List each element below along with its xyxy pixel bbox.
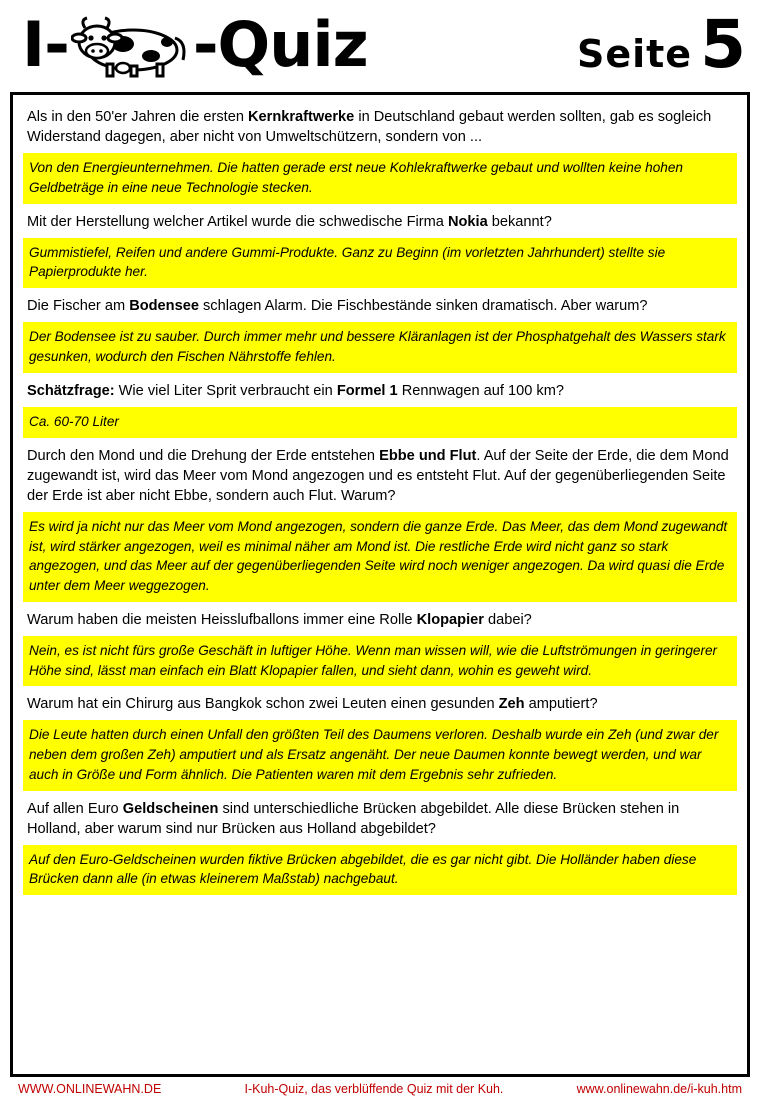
title-prefix: I- xyxy=(22,8,69,81)
quiz-item xyxy=(23,105,737,204)
question-text: bekannt? xyxy=(487,213,552,230)
question-keyword: Formel 1 xyxy=(336,382,398,399)
quiz-item xyxy=(23,797,737,896)
question-keyword: Zeh xyxy=(498,696,525,713)
question-text: Auf allen Euro xyxy=(27,800,123,817)
quiz-question xyxy=(23,608,737,636)
question-keyword: Ebbe und Flut xyxy=(379,447,477,464)
question-text: Wie viel Liter Sprit verbraucht ein xyxy=(114,382,337,399)
quiz-answer: Gummistiefel, Reifen und andere Gummi-Produkte. Ganz zu Beginn (im vorletzten Jahrhundert) stellte sie Papierprodukte her. xyxy=(23,238,737,288)
question-text: Durch den Mond und die Drehung der Erde entstehen xyxy=(27,447,380,464)
quiz-question xyxy=(23,294,737,322)
question-keyword: Bodensee xyxy=(129,298,199,315)
quiz-item xyxy=(23,294,737,373)
question-text: in Deutschland gebaut werden sollten, gab es sogleich Widerstand dagegen, aber nicht von Umweltschützern, sondern von ... xyxy=(27,109,712,146)
page-indicator xyxy=(576,6,746,83)
page-header xyxy=(0,0,760,86)
page-word: Seite xyxy=(576,32,693,76)
question-text: Die Fischer am xyxy=(27,298,130,315)
question-text: Mit der Herstellung welcher Artikel wurde die schwedische Firma xyxy=(27,213,448,230)
quiz-answer: Auf den Euro-Geldscheinen wurden fiktive Brücken abgebildet, die es gar nicht gibt. Die Holländer haben diese Brücken dann alle (in etwas kleinerem Maßstab) nachgebaut. xyxy=(23,845,737,895)
quiz-answer: Es wird ja nicht nur das Meer vom Mond angezogen, sondern die ganze Erde. Das Meer, das dem Mond zugewandt ist, wird stärker angezogen, weil es minimal näher am Mond ist. Die restliche Erde wird nicht ganz so stark angezogen, und das Meer auf der gegenüberliegenden Seite wird noch weniger angezogen. Da wird quasi die Erde unter dem Meer weggezogen. xyxy=(23,512,737,602)
question-keyword: Nokia xyxy=(447,213,488,230)
quiz-answer: Von den Energieunternehmen. Die hatten gerade erst neue Kohlekraftwerke gebaut und wollten keine hohen Geldbeträge in eine neue Technologie stecken. xyxy=(23,153,737,203)
page-footer xyxy=(0,1082,760,1096)
quiz-question xyxy=(23,379,737,407)
quiz-question xyxy=(23,210,737,238)
quiz-answer: Ca. 60-70 Liter xyxy=(23,407,737,438)
question-keyword: Kernkraftwerke xyxy=(248,109,355,125)
question-text: Rennwagen auf 100 km? xyxy=(397,382,564,399)
footer-tagline: I-Kuh-Quiz, das verblüffende Quiz mit der Kuh. xyxy=(244,1082,504,1096)
question-text: Warum haben die meisten Heisslufballons immer eine Rolle xyxy=(27,611,417,628)
quiz-content xyxy=(10,92,750,1077)
quiz-title xyxy=(22,8,368,81)
footer-site[interactable]: WWW.ONLINEWAHN.DE xyxy=(18,1082,162,1096)
quiz-question xyxy=(23,105,737,153)
title-suffix: -Quiz xyxy=(192,8,368,81)
question-text: schlagen Alarm. Die Fischbestände sinken dramatisch. Aber warum? xyxy=(198,298,648,315)
question-text: . Auf der Seite der Erde, die dem Mond zugewandt ist, wird das Meer vom Mond angezogen und es entsteht Flut. Auf der gegenüberliegenden Seite der Erde ist aber nicht Ebbe, sondern auch Flut. Warum? xyxy=(27,447,729,504)
question-text: sind unterschiedliche Brücken abgebildet. Alle diese Brücken stehen in Holland, aber warum sind nur Brücken aus Holland abgebildet? xyxy=(27,800,680,837)
quiz-item xyxy=(23,608,737,687)
quiz-answer: Der Bodensee ist zu sauber. Durch immer mehr und bessere Kläranlagen ist der Phosphatgehalt des Wassers stark gesunken, wodurch den Fischen Nährstoffe fehlen. xyxy=(23,322,737,372)
footer-url[interactable]: www.onlinewahn.de/i-kuh.htm xyxy=(576,1082,742,1096)
question-keyword: Geldscheinen xyxy=(122,800,219,817)
quiz-item xyxy=(23,692,737,790)
question-keyword: Klopapier xyxy=(416,611,484,628)
quiz-item xyxy=(23,379,737,438)
cow-icon xyxy=(71,12,191,78)
quiz-answer: Die Leute hatten durch einen Unfall den größten Teil des Daumens verloren. Deshalb wurde ein Zeh (und zwar der neben dem großen Zeh) amputiert und als Ersatz angenäht. Der neue Daumen konnte bewegt werden, und war auch in Größe und Form ähnlich. Die Patienten waren mit dem Ergebnis sehr zufrieden. xyxy=(23,720,737,790)
page-number: 5 xyxy=(700,6,746,83)
quiz-question xyxy=(23,444,737,512)
question-text: amputiert? xyxy=(524,696,598,713)
quiz-item xyxy=(23,444,737,602)
question-text: Warum hat ein Chirurg aus Bangkok schon zwei Leuten einen gesunden xyxy=(27,696,499,713)
question-text: Als in den 50'er Jahren die ersten xyxy=(27,109,249,125)
question-text: dabei? xyxy=(483,611,532,628)
question-keyword: Schätzfrage: xyxy=(27,382,115,399)
quiz-answer: Nein, es ist nicht fürs große Geschäft in luftiger Höhe. Wenn man wissen will, wie die Luftströmungen in geringerer Höhe sind, lässt man einfach ein Blatt Klopapier fallen, und sieht dann, wohin es geweht wird. xyxy=(23,636,737,686)
quiz-question xyxy=(23,692,737,720)
quiz-item xyxy=(23,210,737,289)
quiz-question xyxy=(23,797,737,845)
